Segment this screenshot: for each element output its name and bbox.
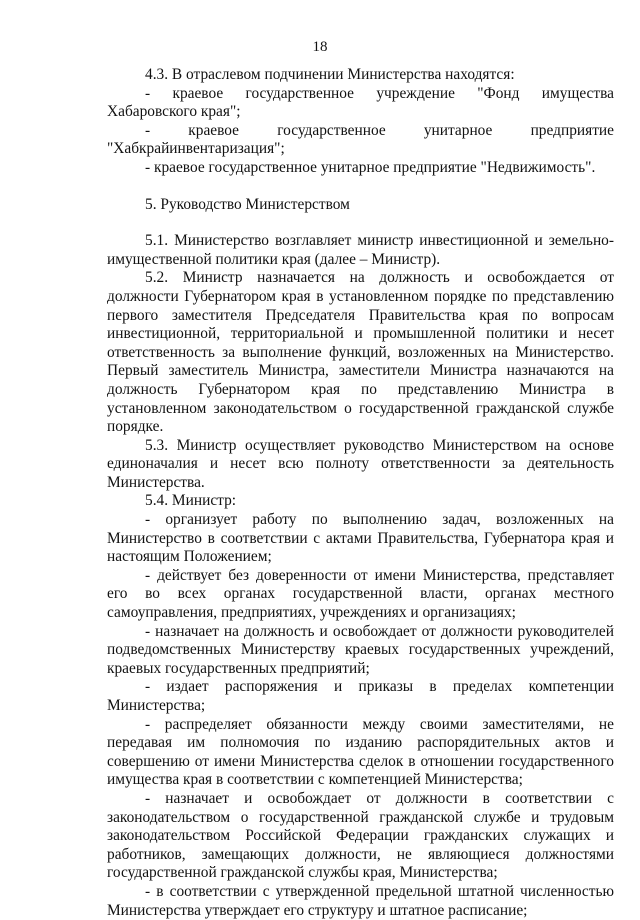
list-item-fond-imushchestva: - краевое государственное учреждение "Фонд имущества Хабаровского края";	[107, 84, 614, 121]
paragraph-5-2: 5.2. Министр назначается на должность и освобождается от должности Губернатором края в установленном порядке по представлению первого заместителя Председателя Правительства края по вопросам инвестиционной, территориальной и промышленной политики и несет ответственность за выполнение функций, возложенных на Министерство. Первый заместитель Министра, заместители Министра назначаются на должность Губернатором края по представлению Министра в установленном законодательством о государственной гражданской службе порядке.	[107, 269, 614, 436]
section-heading: 5. Руководство Министерством	[145, 195, 350, 213]
paragraph-5-3: 5.3. Министр осуществляет руководство Министерством на основе единоначалия и несет всю полноту ответственности за деятельность Министерства.	[107, 436, 614, 491]
list-item-acts-without-proxy: - действует без доверенности от имени Министерства, представляет его во всех органах государственной власти, органах местного самоуправления, предприятиях, учреждениях и организациях;	[107, 566, 614, 622]
list-item-appoints-employees: - назначает и освобождает от должности в соответствии с законодательством о государственной гражданской службе и трудовым законодательством Российской Федерации гражданских служащих и работников, замещающих должности, не являющиеся должностями государственной гражданской службы края, Министерства;	[107, 789, 614, 882]
paragraph-4-3: 4.3. В отраслевом подчинении Министерства находятся:	[145, 66, 515, 83]
list-item-approves-structure: - в соответствии с утвержденной предельной штатной численностью Министерства утверждает его структуру и штатное расписание;	[107, 882, 614, 919]
paragraph-5-4: 5.4. Министр:	[145, 492, 237, 510]
list-item-organizes-work: - организует работу по выполнению задач, возложенных на Министерство в соответствии с актами Правительства, Губернатора края и настоящим Положением;	[107, 511, 614, 566]
paragraph-5-1: 5.1. Министерство возглавляет министр инвестиционной и земельно-имущественной политики края (далее – Министр).	[107, 232, 614, 268]
list-item-appoints-heads: - назначает на должность и освобождает от должности руководителей подведомственных Министерству краевых государственных учреждений, краевых государственных предприятий;	[107, 622, 614, 677]
list-item-khabkrayinventarizatsiya: - краевое государственное унитарное предприятие "Хабкрайинвентаризация";	[107, 121, 614, 158]
list-item-distributes-duties: - распределяет обязанности между своими заместителями, не передавая им полномочия по изданию распорядительных актов и совершению от имени Министерства сделок в отношении государственного имущества края в соответствии с компетенцией Министерства;	[107, 715, 614, 789]
document-body	[107, 66, 614, 920]
list-item-nedvizhimost: - краевое государственное унитарное предприятие "Недвижимость".	[145, 158, 596, 176]
list-item-issues-orders: - издает распоряжения и приказы в пределах компетенции Министерства;	[107, 678, 614, 714]
page-number: 18	[312, 39, 328, 55]
